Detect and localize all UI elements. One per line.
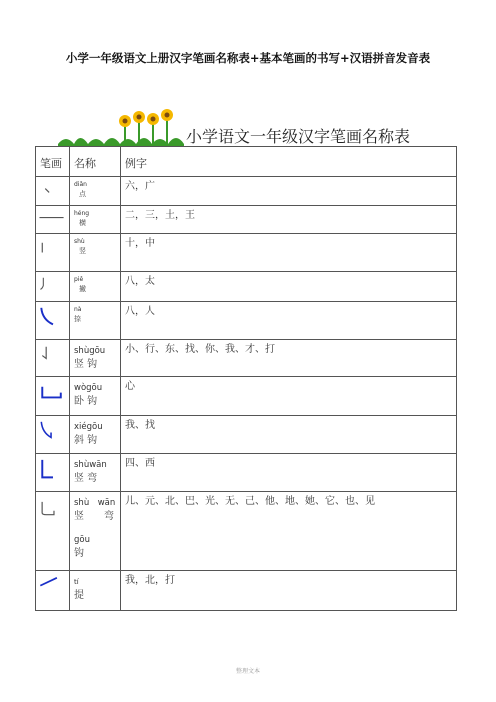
examples-cell: 四、西 — [121, 454, 457, 492]
examples-cell: 我，北，打 — [121, 571, 457, 611]
stroke-cell — [36, 234, 70, 272]
pinyin: héng — [74, 210, 90, 217]
shu-stroke-icon — [36, 234, 69, 271]
examples-cell: 六，广 — [121, 177, 457, 206]
name-cell — [70, 177, 121, 206]
stroke-name: 竖 — [79, 247, 86, 255]
stroke-cell — [36, 340, 70, 377]
stroke-name: 提 — [74, 590, 84, 601]
table-row — [36, 177, 457, 206]
name-cell — [70, 234, 121, 272]
examples-cell: 八，人 — [121, 302, 457, 340]
table-row — [36, 416, 457, 454]
stroke-cell — [36, 272, 70, 302]
stroke-cell — [36, 206, 70, 234]
table-row — [36, 272, 457, 302]
name-cell — [70, 206, 121, 234]
stroke-cell — [36, 571, 70, 611]
examples-cell: 我、找 — [121, 416, 457, 454]
table-row — [36, 571, 457, 611]
stroke-cell — [36, 454, 70, 492]
xiegou-stroke-icon — [36, 416, 69, 453]
table-row — [36, 206, 457, 234]
stroke-cell — [36, 177, 70, 206]
examples-cell: 心 — [121, 377, 457, 416]
table-row — [36, 340, 457, 377]
pinyin: wògōu — [74, 383, 103, 393]
stroke-name-table — [35, 146, 457, 611]
stroke-name: 竖 弯 — [74, 511, 114, 522]
table-title: 小学语文一年级汉字笔画名称表 — [186, 127, 411, 146]
name-cell — [70, 377, 121, 416]
examples-cell: 十，中 — [121, 234, 457, 272]
stroke-name: 斜 钩 — [74, 435, 98, 446]
stroke-cell — [36, 302, 70, 340]
dian-stroke-icon — [36, 177, 69, 205]
document-title: 小学一年级语文上册汉字笔画名称表+基本笔画的书写+汉语拼音发音表 — [65, 51, 431, 65]
table-row — [36, 377, 457, 416]
shuwan-stroke-icon — [36, 454, 69, 491]
pinyin-line2: gōu — [74, 535, 90, 545]
stroke-name: 竖 钩 — [74, 359, 98, 370]
header-name: 名称 — [70, 147, 121, 177]
name-cell — [70, 340, 121, 377]
table-header-row — [36, 147, 457, 177]
stroke-name: 点 — [79, 190, 86, 198]
name-cell — [70, 302, 121, 340]
stroke-name: 卧 钩 — [74, 396, 98, 407]
header-stroke: 笔画 — [36, 147, 70, 177]
na-stroke-icon — [36, 302, 69, 339]
header-examples: 例字 — [121, 147, 457, 177]
heng-stroke-icon — [36, 206, 69, 233]
stroke-name: 捺 — [74, 315, 81, 323]
pinyin: piě — [74, 276, 84, 283]
ti-stroke-icon — [36, 571, 69, 610]
table-row — [36, 492, 457, 571]
stroke-cell — [36, 416, 70, 454]
examples-cell: 八，太 — [121, 272, 457, 302]
stroke-cell — [36, 377, 70, 416]
pie-stroke-icon — [36, 272, 69, 301]
stroke-name: 撇 — [79, 285, 86, 293]
pinyin: xiégōu — [74, 422, 103, 432]
pinyin: shùwān — [74, 460, 107, 470]
pinyin: diǎn — [74, 181, 87, 188]
shuwangou-stroke-icon — [36, 492, 69, 570]
examples-cell: 儿、元、北、巴、光、无、己、他、地、她、它、也、见 — [121, 492, 457, 571]
page-footer: 整理文本 — [235, 668, 260, 675]
stroke-name: 横 — [79, 219, 86, 227]
pinyin: shùgōu — [74, 346, 106, 356]
stroke-cell — [36, 492, 70, 571]
name-cell — [70, 571, 121, 611]
name-cell — [70, 492, 121, 571]
stroke-name-line2: 钩 — [74, 548, 84, 559]
pinyin: nà — [74, 306, 82, 313]
wogou-stroke-icon — [36, 377, 69, 415]
name-cell — [70, 454, 121, 492]
pinyin: shù — [74, 238, 85, 245]
pinyin: shù wān — [74, 498, 116, 508]
table-row — [36, 302, 457, 340]
name-cell — [70, 416, 121, 454]
pinyin: tí — [74, 578, 79, 586]
name-cell — [70, 272, 121, 302]
table-row — [36, 234, 457, 272]
examples-cell: 小、行、东、找、你、我、才、打 — [121, 340, 457, 377]
shugou-stroke-icon — [36, 340, 69, 376]
table-row — [36, 454, 457, 492]
examples-cell: 二，三，土，王 — [121, 206, 457, 234]
stroke-name: 竖 弯 — [74, 473, 98, 484]
